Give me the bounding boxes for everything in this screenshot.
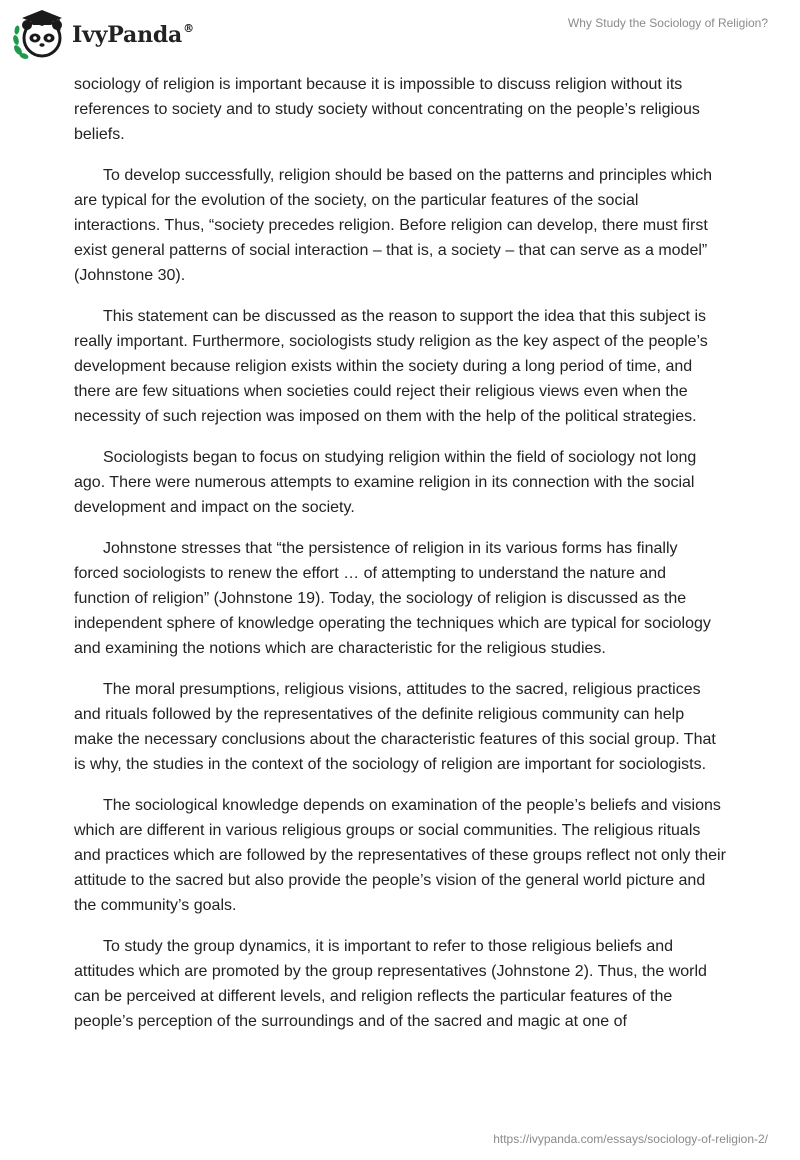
paragraph: To develop successfully, religion should be based on the patterns and principles which are typical for the evolution of the society, on the particular features of the social interactions. Thus, “society precedes religion. Before religion can develop, there must first exist general patterns of social interaction – that is, a society – that can serve as a model” (Johnstone 30). [74,167,712,284]
page-header [0,0,800,70]
paragraph: Sociologists began to focus on studying religion within the field of sociology not long ago. There were numerous attempts to examine religion in its connection with the social development and impact on the society. [74,449,697,516]
paragraph: To study the group dynamics, it is important to refer to those religious beliefs and attitudes which are promoted by the group representatives (Johnstone 2). Thus, the world can be perceived at different levels, and religion reflects the particular features of the people’s perception of the surroundings and of the sacred and magic at one of [74,938,707,1030]
ivypanda-logo[interactable] [12,8,194,60]
paragraph: Johnstone stresses that “the persistence of religion in its various forms has finally forced sociologists to renew the effort … of attempting to understand the nature and function of religion” (Johnstone 19). Today, the sociology of religion is discussed as the independent sphere of knowledge operating the techniques which are typical for sociology and examining the notions which are characteristic for the religious studies. [74,540,711,657]
source-url[interactable]: https://ivypanda.com/essays/sociology-of-religion-2/ [493,1132,768,1146]
essay-body [74,72,726,1050]
registered-mark: ® [183,21,194,35]
paragraph: The sociological knowledge depends on examination of the people’s beliefs and visions which are different in various religious groups or social communities. The religious rituals and practices which are followed by the representatives of these groups reflect not only their attitude to the sacred but also provide the people’s vision of the general world picture and the community’s goals. [74,797,726,914]
paragraph: The moral presumptions, religious visions, attitudes to the sacred, religious practices and rituals followed by the representatives of the definite religious community can help make the necessary conclusions about the characteristic features of this social group. That is why, the studies in the context of the sociology of religion are important for sociologists. [74,681,716,773]
document-title: Why Study the Sociology of Religion? [567,16,768,30]
brand-name: IvyPanda® [72,21,194,48]
paragraph: This statement can be discussed as the reason to support the idea that this subject is really important. Furthermore, sociologists study religion as the key aspect of the people’s development because religion exists within the society during a long period of time, and there are few situations when societies could reject their religious views even when the necessity of such rejection was imposed on them with the help of the political strategies. [74,308,708,425]
paragraph: sociology of religion is important because it is impossible to discuss religion without its references to society and to study society without concentrating on the people’s religious beliefs. [74,76,700,143]
panda-graduate-icon [12,8,70,60]
